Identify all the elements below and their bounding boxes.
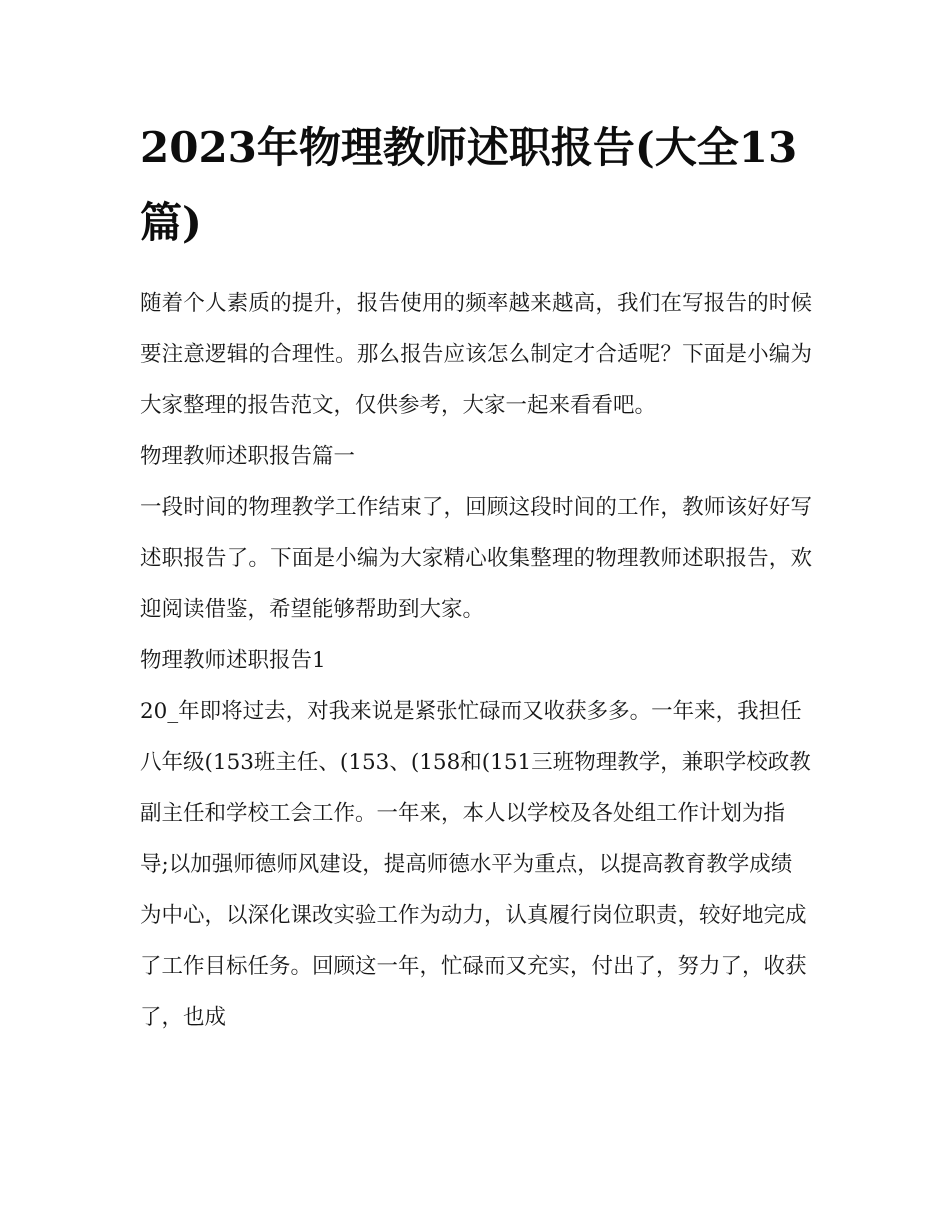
section-intro-paragraph: 一段时间的物理教学工作结束了，回顾这段时间的工作，教师该好好写述职报告了。下面是小编为大家精心收集整理的物理教师述职报告，欢迎阅读借鉴，希望能够帮助到大家。 [140, 495, 812, 622]
document-content [140, 110, 812, 1043]
report-body-paragraph: 20_年即将过去，对我来说是紧张忙碌而又收获多多。一年来，我担任八年级(153班主任、(153、(158和(151三班物理教学，兼职学校政教副主任和学校工会工作。一年来，本人以学校及各处组工作计划为指导;以加强师德师风建设，提高师德水平为重点，以提高教育教学成绩为中心，以深化课改实验工作为动力，认真履行岗位职责，较好地完成了工作目标任务。回顾这一年，忙碌而又充实，付出了，努力了，收获了，也成 [140, 699, 811, 1030]
document-title: 2023年物理教师述职报告(大全13篇) [140, 123, 798, 247]
report-heading: 物理教师述职报告1 [140, 648, 326, 673]
section-heading: 物理教师述职报告篇一 [140, 444, 356, 469]
intro-paragraph: 随着个人素质的提升，报告使用的频率越来越高，我们在写报告的时候要注意逻辑的合理性。那么报告应该怎么制定才合适呢？下面是小编为大家整理的报告范文，仅供参考，大家一起来看看吧。 [140, 291, 812, 418]
